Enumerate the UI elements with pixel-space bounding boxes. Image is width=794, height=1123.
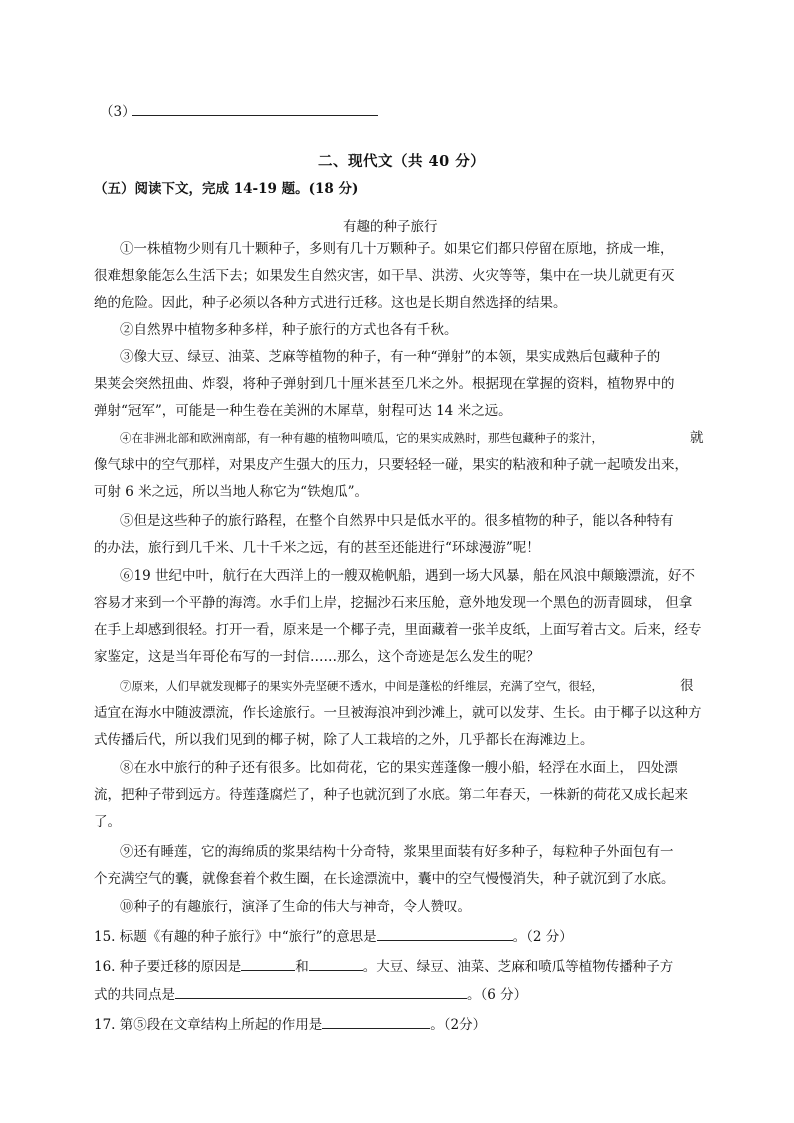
section-title: 二、现代文（共 40 分）: [318, 153, 486, 170]
question-16-answer-blank-1[interactable]: [241, 956, 295, 971]
item-3-label: （3）: [100, 104, 136, 120]
question-15: [94, 925, 573, 945]
essay-line: ①一株植物少则有几十颗种子，多则有几十万颗种子。如果它们都只停留在原地，挤成一堆，: [120, 241, 674, 257]
question-16-line-2: [94, 983, 527, 1003]
essay-line: 像气球中的空气那样，对果皮产生强大的压力，只要轻轻一碰，果实的粘液和种子就一起喷发出来，: [94, 457, 688, 473]
essay-line: ⑩种子的有趣旅行，演泽了生命的伟大与神奇，令人赞叹。: [120, 899, 471, 915]
question-16-connector: 和: [295, 959, 309, 975]
question-17-answer-blank[interactable]: [322, 1014, 430, 1029]
essay-line: ⑨还有睡莲，它的海绵质的浆果结构十分奇特，浆果里面装有好多种子，每粒种子外面包有一: [120, 844, 674, 860]
question-16-text-2: 式的共同点是: [94, 987, 175, 1003]
essay-line: 的办法，旅行到几千米、几十千米之远，有的甚至还能进行“环球漫游”呢！: [94, 540, 540, 556]
essay-line: 在手上却感到很轻。打开一看，原来是一个椰子壳，里面藏着一张羊皮纸，上面写着古文。后来，经专: [94, 622, 702, 638]
question-17-score: 。（2分）: [430, 1017, 487, 1033]
question-16-answer-blank-2[interactable]: [309, 956, 363, 971]
essay-line: 家鉴定，这是当年哥伦布写的一封信……那么，这个奇迹是怎么发生的呢？: [94, 649, 540, 665]
essay-line: 流，把种子带到远方。待莲蓬腐烂了，种子也就沉到了水底。第二年春天，一株新的荷花又成长起来: [94, 787, 688, 803]
essay-line: 式传播后代，所以我们见到的椰子树，除了人工栽培的之外，几乎都长在海滩边上。: [94, 732, 594, 748]
essay-line: ②自然界中植物多种多样，种子旅行的方式也各有千秋。: [120, 322, 458, 338]
item-3-answer-line[interactable]: [132, 115, 378, 116]
question-16-answer-blank-3[interactable]: [175, 984, 467, 999]
essay-line: 了。: [94, 814, 121, 830]
essay-line: ⑥19 世纪中叶，航行在大西洋上的一艘双桅帆船，遇到一场大风暴，船在风浪中颠簸漂流，好不: [120, 568, 695, 584]
essay-line: 很难想象能怎么生活下去；如果发生自然灾害，如干旱、洪涝、火灾等等，集中在一块儿就更有灭: [94, 268, 675, 284]
essay-line: ③像大豆、绿豆、油菜、芝麻等植物的种子，有一种“弹射”的本领，果实成熟后包藏种子的: [120, 349, 661, 365]
question-17: [94, 1013, 486, 1033]
question-15-answer-blank[interactable]: [377, 926, 513, 941]
essay-line: 弹射“冠军”，可能是一种生卷在美洲的木犀草，射程可达 14 米之远。: [94, 403, 512, 419]
essay-line: ⑤但是这些种子的旅行路程，在整个自然界中只是低水平的。很多植物的种子，能以各种特有: [120, 513, 674, 529]
question-15-score: 。（2 分）: [512, 929, 573, 945]
question-16-text-cont: 。大豆、绿豆、油菜、芝麻和喷瓜等植物传播种子方: [362, 959, 674, 975]
essay-line: ⑦原来，人们早就发现椰子的果实外壳坚硬不透水，中间是蓬松的纤维层，充满了空气，很轻，: [120, 679, 603, 693]
essay-line: 果荚会突然扭曲、炸裂，将种子弹射到几十厘米甚至几米之外。根据现在掌握的资料，植物界中的: [94, 376, 675, 392]
essay-title: 有趣的种子旅行: [343, 219, 438, 235]
question-16: [94, 955, 673, 975]
question-17-text: 17. 第⑤段在文章结构上所起的作用是: [94, 1017, 323, 1033]
essay-line: ⑧在水中旅行的种子还有很多。比如荷花，它的果实莲蓬像一艘小船，轻浮在水面上， 四处漂: [120, 760, 678, 776]
section-subtitle: （五）阅读下文，完成 14-19 题。(18 分): [94, 181, 359, 197]
essay-line: 个充满空气的囊，就像套着个救生圈，在长途漂流中，囊中的空气慢慢消失，种子就沉到了水底。: [94, 871, 675, 887]
essay-line: ④在非洲北部和欧洲南部，有一种有趣的植物叫喷瓜，它的果实成熟时，那些包藏种子的浆汁，: [120, 431, 603, 445]
essay-line: 容易才来到一个平静的海湾。水手们上岸，挖掘沙石来压舱，意外地发现一个黑色的沥青圆球， 但拿: [94, 595, 693, 611]
question-16-text: 16. 种子要迁移的原因是: [94, 959, 242, 975]
question-16-score: 。（6 分）: [467, 987, 528, 1003]
essay-line-tail: 就: [690, 430, 704, 446]
essay-line: 适宜在海水中随波漂流，作长途旅行。一旦被海浪冲到沙滩上，就可以发芽、生长。由于椰子以这种方: [94, 705, 702, 721]
essay-line-tail: 很: [680, 678, 694, 694]
essay-line: 绝的危险。因此，种子必须以各种方式进行迁移。这也是长期自然选择的结果。: [94, 295, 567, 311]
essay-line: 可射 6 米之远，所以当地人称它为“铁炮瓜”。: [94, 484, 368, 500]
question-15-text: 15. 标题《有趣的种子旅行》中“旅行”的意思是: [94, 929, 377, 945]
